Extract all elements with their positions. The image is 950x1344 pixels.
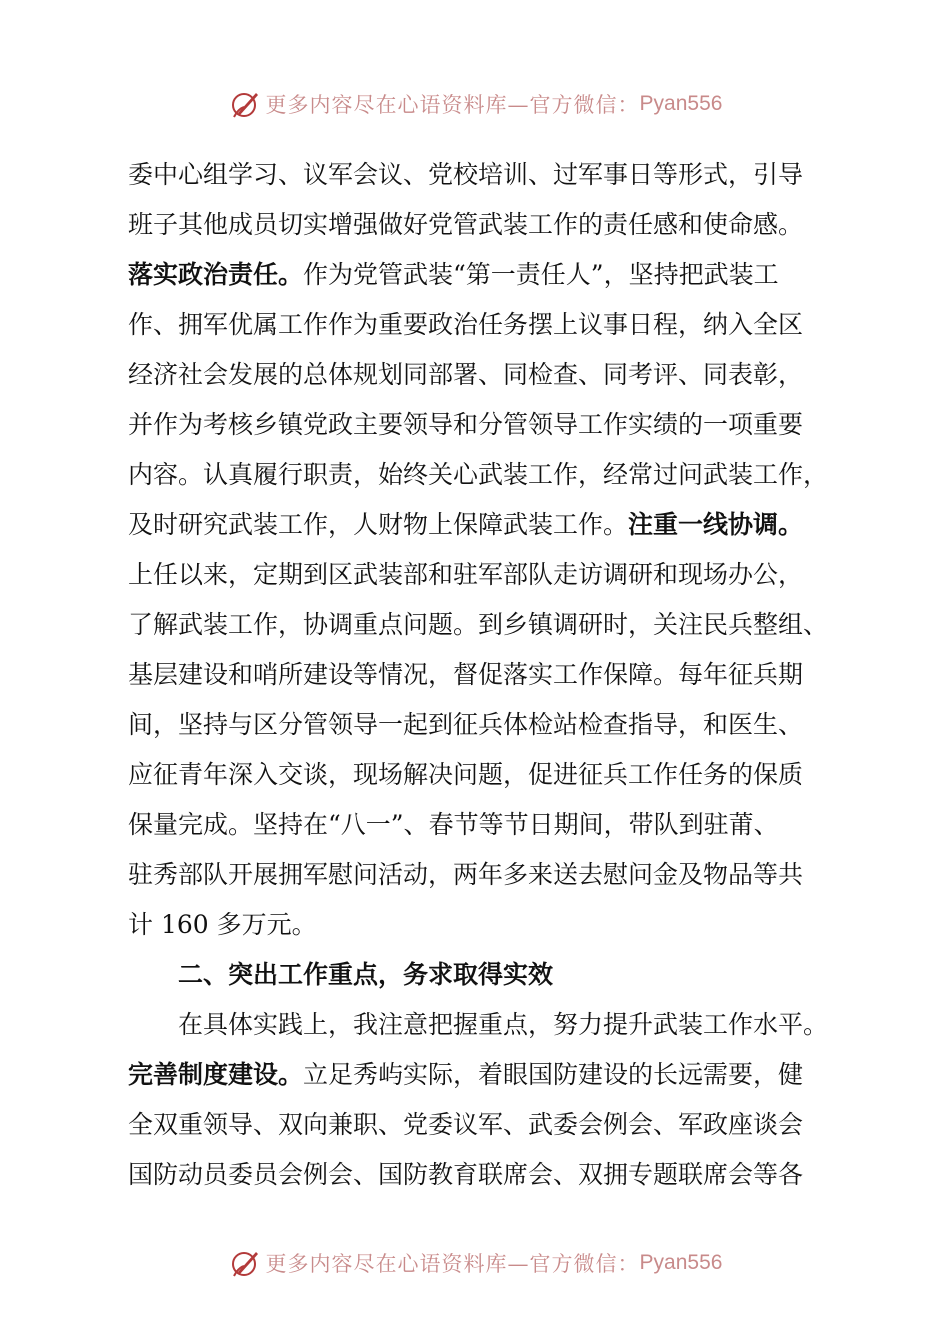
section-heading: [128, 950, 848, 1000]
text-line: [128, 650, 848, 700]
quill-pen-logo-icon: [228, 87, 262, 121]
watermark-banner-bottom: [0, 1243, 950, 1283]
watermark-banner-top: [0, 84, 950, 124]
text-line: [128, 1150, 848, 1200]
text-line: [128, 600, 848, 650]
text-line: [128, 500, 848, 550]
text-line: [128, 1100, 848, 1150]
text-segment: 驻秀部队开展拥军慰问活动，两年多来送去慰问金及物品等共: [128, 860, 804, 889]
text-segment: 作、拥军优属工作作为重要政治任务摆上议事日程，纳入全区: [128, 310, 804, 339]
text-line: [128, 200, 848, 250]
text-line: [128, 350, 848, 400]
bold-lead-phrase: 完善制度建设。: [128, 1060, 304, 1089]
text-line: [128, 300, 848, 350]
text-line: [128, 400, 848, 450]
text-segment: 及时研究武装工作，人财物上保障武装工作。: [128, 510, 629, 539]
text-line: [128, 150, 848, 200]
text-line: [128, 550, 848, 600]
text-segment: 国防动员委员会例会、国防教育联席会、双拥专题联席会等各: [128, 1160, 804, 1189]
text-segment: 内容。认真履行职责，始终关心武装工作，经常过问武装工作，: [128, 460, 829, 489]
text-line: [128, 850, 848, 900]
bold-lead-phrase: 落实政治责任。: [128, 260, 304, 289]
text-line: [128, 900, 848, 950]
text-segment: 上任以来，定期到区武装部和驻军部队走访调研和现场办公，: [128, 560, 804, 589]
text-segment: 班子其他成员切实增强做好党管武装工作的责任感和使命感。: [128, 210, 804, 239]
text-segment: 保量完成。坚持在“八一”、春节等节日期间，带队到驻莆、: [128, 810, 779, 839]
document-body: [128, 150, 848, 1200]
bold-lead-phrase: 注重一线协调。: [628, 510, 804, 539]
text-segment: 应征青年深入交谈，现场解决问题，促进征兵工作任务的保质: [128, 760, 804, 789]
watermark-text: 更多内容尽在心语资料库—官方微信：: [265, 93, 640, 117]
watermark-wechat-id: Pyan556: [639, 92, 723, 115]
text-segment: 并作为考核乡镇党政主要领导和分管领导工作实绩的一项重要: [128, 410, 804, 439]
text-segment: 间，坚持与区分管领导一起到征兵体检站检查指导，和医生、: [128, 710, 804, 739]
section-heading-text: 二、突出工作重点，务求取得实效: [178, 960, 554, 989]
text-segment: 了解武装工作，协调重点问题。到乡镇调研时，关注民兵整组、: [128, 610, 829, 639]
text-segment: 在具体实践上，我注意把握重点，努力提升武装工作水平。: [178, 1010, 829, 1039]
watermark-wechat-id: Pyan556: [639, 1251, 723, 1274]
watermark-text: 更多内容尽在心语资料库—官方微信：: [265, 1252, 640, 1276]
text-line: [128, 1000, 848, 1050]
text-line: [128, 1050, 848, 1100]
text-segment: 作为党管武装“第一责任人”，坚持把武装工: [303, 260, 779, 289]
quill-pen-logo-icon: [228, 1246, 262, 1280]
text-segment: 计 160 多万元。: [128, 910, 317, 939]
text-segment: 全双重领导、双向兼职、党委议军、武委会例会、军政座谈会: [128, 1110, 804, 1139]
text-line: [128, 750, 848, 800]
text-line: [128, 700, 848, 750]
text-segment: 委中心组学习、议军会议、党校培训、过军事日等形式，引导: [128, 160, 804, 189]
text-line: [128, 250, 848, 300]
text-line: [128, 800, 848, 850]
text-segment: 立足秀屿实际，着眼国防建设的长远需要，健: [303, 1060, 804, 1089]
text-line: [128, 450, 848, 500]
text-segment: 经济社会发展的总体规划同部署、同检查、同考评、同表彰，: [128, 360, 804, 389]
text-segment: 基层建设和哨所建设等情况，督促落实工作保障。每年征兵期: [128, 660, 804, 689]
